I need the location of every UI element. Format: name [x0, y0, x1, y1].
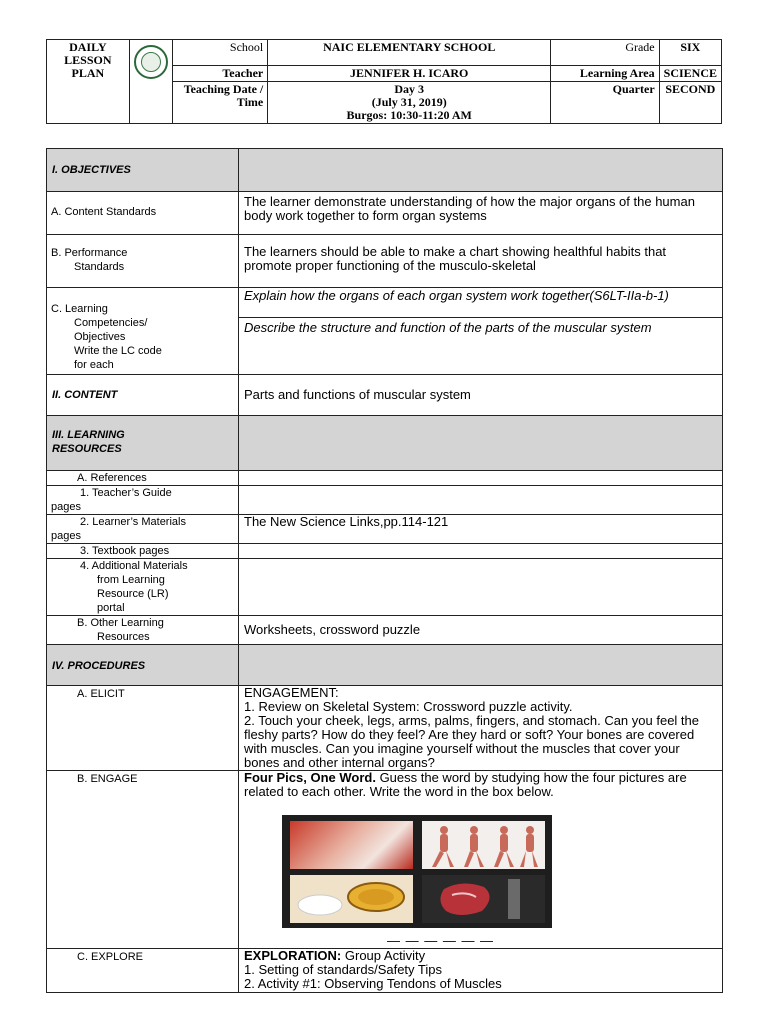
engage-label: B. ENGAGE	[47, 771, 239, 949]
procedures-heading: IV. PROCEDURES	[47, 645, 239, 686]
date-value	[268, 82, 551, 124]
elicit-label: A. ELICIT	[47, 686, 239, 771]
objectives-heading: I. OBJECTIVES	[47, 149, 239, 192]
competency-text-2: Describe the structure and function of the parts of the muscular system	[239, 318, 723, 375]
grade-label: Grade	[551, 40, 659, 66]
lesson-table	[46, 148, 723, 993]
text-line: 1. Setting of standards/Safety Tips	[244, 962, 443, 977]
label-line: Write the LC code	[74, 345, 162, 357]
textbook-pages-label: 3. Textbook pages	[47, 544, 239, 559]
area-label: Learning Area	[551, 66, 659, 82]
deped-seal-icon	[134, 45, 168, 79]
additional-materials-label	[47, 559, 239, 616]
additional-materials-value	[239, 559, 723, 616]
teacher-label: Teacher	[172, 66, 268, 82]
label-line: Competencies/	[74, 317, 148, 329]
engage-text	[239, 771, 723, 949]
date-label	[172, 82, 268, 124]
label-line: 1. Teacher’s Guide	[80, 487, 172, 499]
label-line: C. Learning	[51, 303, 108, 315]
plan-title-line: PLAN	[71, 66, 105, 80]
grade-value: SIX	[659, 40, 721, 66]
content-standards-label: A. Content Standards	[47, 192, 239, 235]
teachers-guide-value	[239, 486, 723, 515]
picture-arm-icon	[290, 821, 413, 869]
picture-food-plates-icon	[290, 875, 413, 923]
text-line: 2. Touch your cheek, legs, arms, palms, fingers, and stomach. Can you feel the fleshy parts? How do they feel? Are they hard or soft? Your bones are covered with muscles. Can you imagine yourself without the muscles that cover your bones and other internal organs?	[244, 713, 699, 770]
quarter-value: SECOND	[659, 82, 721, 124]
school-label: School	[172, 40, 268, 66]
label-line: portal	[97, 602, 125, 614]
plan-title-line: LESSON	[64, 53, 112, 67]
header-table	[46, 39, 722, 124]
answer-blanks: — — — — — —	[387, 933, 495, 948]
label-line: pages	[51, 530, 81, 542]
explore-intro: Group Activity	[341, 948, 426, 963]
plan-title-cell	[47, 40, 130, 124]
date-label-line: Teaching Date /	[183, 82, 264, 96]
label-line: pages	[51, 501, 81, 513]
objectives-heading-fill	[239, 149, 723, 192]
label-line: Standards	[74, 261, 125, 273]
competencies-label	[47, 288, 239, 375]
area-value: SCIENCE	[659, 66, 721, 82]
heading-line: III. LEARNING	[52, 429, 125, 441]
date-line: Burgos: 10:30-11:20 AM	[346, 108, 472, 122]
label-line: B. Performance	[51, 247, 128, 259]
label-line: from Learning	[97, 574, 165, 586]
label-line: Resources	[97, 631, 150, 643]
explore-bold: EXPLORATION:	[244, 948, 342, 963]
picture-meat-icon	[422, 875, 545, 923]
engage-instructions: Guess the word by studying how the four pictures are related to each other. Write the word in the box below.	[244, 770, 687, 799]
other-resources-text: Worksheets, crossword puzzle	[239, 616, 723, 645]
content-heading: II. CONTENT	[47, 375, 239, 416]
content-standards-text: The learner demonstrate understanding of how the major organs of the human body work together to form organ systems	[239, 192, 723, 235]
procedures-heading-fill	[239, 645, 723, 686]
date-line: Day 3	[394, 82, 425, 96]
performance-standards-text: The learners should be able to make a chart showing healthful habits that promote proper functioning of the musculo-skeletal	[239, 235, 723, 288]
content-text: Parts and functions of muscular system	[239, 375, 723, 416]
school-value: NAIC ELEMENTARY SCHOOL	[268, 40, 551, 66]
references-value	[239, 471, 723, 486]
textbook-pages-value	[239, 544, 723, 559]
learners-materials-label	[47, 515, 239, 544]
references-label: A. References	[47, 471, 239, 486]
date-label-line: Time	[236, 95, 264, 109]
performance-standards-label	[47, 235, 239, 288]
label-line: 4. Additional Materials	[80, 560, 188, 572]
explore-text	[239, 949, 723, 993]
label-line: B. Other Learning	[77, 617, 164, 629]
learners-materials-text: The New Science Links,pp.114-121	[239, 515, 723, 544]
four-pics-image	[282, 815, 552, 928]
text-line: 1. Review on Skeletal System: Crossword puzzle activity.	[244, 699, 573, 714]
label-line: 2. Learner’s Materials	[80, 516, 186, 528]
quarter-label: Quarter	[551, 82, 659, 124]
resources-heading-fill	[239, 416, 723, 471]
label-line: Resource (LR)	[97, 588, 169, 600]
engage-bold: Four Pics, One Word.	[244, 770, 376, 785]
competency-text-1: Explain how the organs of each organ system work together(S6LT-IIa-b-1)	[239, 288, 723, 318]
label-line: for each	[74, 359, 114, 371]
plan-title-line: DAILY	[69, 40, 107, 54]
teachers-guide-label	[47, 486, 239, 515]
date-line: (July 31, 2019)	[371, 95, 447, 109]
resources-heading	[47, 416, 239, 471]
text-line: 2. Activity #1: Observing Tendons of Muscles	[244, 976, 502, 991]
picture-running-figures-icon	[422, 821, 545, 869]
text-line: ENGAGEMENT:	[244, 685, 339, 700]
label-line: Objectives	[74, 331, 126, 343]
heading-line: RESOURCES	[52, 443, 122, 455]
deped-seal-cell	[129, 40, 172, 124]
explore-label: C. EXPLORE	[47, 949, 239, 993]
elicit-text	[239, 686, 723, 771]
other-resources-label	[47, 616, 239, 645]
teacher-value: JENNIFER H. ICARO	[268, 66, 551, 82]
